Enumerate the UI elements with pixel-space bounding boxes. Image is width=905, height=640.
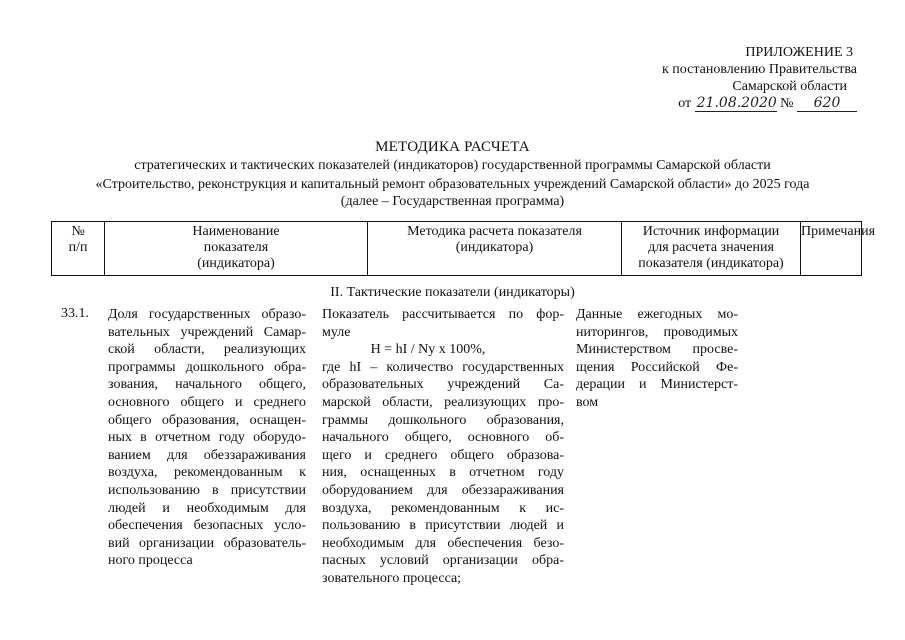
- indicator-name-line: ного процесса: [108, 553, 193, 569]
- appendix-title: ПРИЛОЖЕНИЕ 3: [745, 45, 853, 60]
- header-text: показателя (индикатора): [638, 256, 784, 271]
- appendix-region-line: Самарской области: [732, 79, 847, 94]
- method-text-line: муле: [322, 324, 351, 340]
- source-text-line: щения Российской Фе-: [576, 359, 738, 375]
- section-title: II. Тактические показатели (индикаторы): [330, 285, 575, 300]
- row-number: 33.1.: [61, 306, 89, 321]
- header-text: Источник информации: [642, 224, 780, 239]
- method-text-line: марской области, реализующих про-: [322, 394, 564, 410]
- indicator-name-line: программы дошкольного обра-: [108, 359, 306, 375]
- formula: Н = hI / Ny x 100%,: [370, 342, 486, 358]
- header-col-number: [52, 222, 104, 275]
- header-text: №: [71, 224, 85, 239]
- indicator-name-line: общего образования, оснащен-: [108, 412, 306, 428]
- header-col-notes: [800, 222, 876, 275]
- method-text-line: пасных условий организации обра-: [322, 553, 564, 569]
- method-text-line: где hI – количество государственных: [322, 359, 564, 375]
- source-text-line: дерации и Министерст-: [576, 377, 738, 393]
- method-text-line: граммы дошкольного образования,: [322, 412, 564, 428]
- indicator-name-line: зования, начального общего,: [108, 377, 306, 393]
- document-title: МЕТОДИКА РАСЧЕТА: [375, 139, 530, 155]
- header-text: Методика расчета показателя: [407, 224, 582, 239]
- header-text: (индикатора): [197, 256, 275, 271]
- indicator-name-line: Доля государственных образо-: [108, 307, 306, 322]
- method-text-line: оборудованием для обеззараживания: [322, 482, 564, 498]
- document-subtitle-line1: стратегических и тактических показателей (индикаторов) государственной программы Самарской области: [134, 158, 771, 173]
- method-text-line: начального общего, основного об-: [322, 430, 564, 446]
- handwritten-number: 620: [797, 96, 857, 112]
- from-label: от: [678, 96, 692, 111]
- method-text-line: образовательных учреждений Са-: [322, 377, 564, 393]
- calculation-method: [322, 306, 564, 588]
- header-col-method: [367, 222, 621, 275]
- source-text-line: вом: [576, 394, 599, 410]
- indicator-name-line: ных в отчетном году оборудо-: [108, 430, 306, 446]
- header-text: для расчета значения: [648, 240, 774, 255]
- indicator-name-line: использованию в присутствии: [108, 482, 306, 498]
- header-col-source: [621, 222, 800, 275]
- header-col-name: [104, 222, 367, 275]
- indicator-name-line: обеспечения безопасных усло-: [108, 518, 306, 534]
- source-text-line: Данные ежегодных мо-: [576, 307, 738, 322]
- method-definition: [322, 359, 564, 588]
- method-text-line: ния, оснащенных в отчетном году: [322, 465, 564, 481]
- method-text-line: воздуха, рекомендованным к ис-: [322, 500, 564, 516]
- header-text: показателя: [203, 240, 269, 255]
- appendix-date-number-line: [627, 95, 857, 112]
- appendix-block: [627, 44, 857, 112]
- indicator-name-line: воздуха, рекомендованным к: [108, 465, 306, 481]
- method-text-line: пользованию в присутствии людей и: [322, 518, 564, 534]
- method-text-line: необходимым для обеспечения безо-: [322, 535, 564, 551]
- document-subtitle-line2: «Строительство, реконструкция и капитальный ремонт образовательных учреждений Самарской области» до 2025 года: [95, 177, 810, 192]
- information-source: [576, 306, 738, 412]
- header-text: Примечания: [801, 224, 876, 239]
- indicator-name-line: людей и необходимым для: [108, 500, 306, 516]
- source-text-line: Министерством просве-: [576, 342, 738, 358]
- header-text: Наименование: [192, 224, 280, 239]
- header-text: п/п: [68, 240, 88, 255]
- number-label: №: [780, 96, 794, 111]
- method-text-line: зовательного процесса;: [322, 570, 462, 586]
- document-subtitle-line3: (далее – Государственная программа): [340, 194, 565, 209]
- header-table: [51, 221, 876, 276]
- appendix-decree-line: к постановлению Правительства: [661, 62, 857, 77]
- header-text: (индикатора): [455, 240, 534, 255]
- method-text-line: Показатель рассчитывается по фор-: [322, 307, 564, 322]
- indicator-name-line: вательных учреждений Самар-: [108, 324, 306, 340]
- indicator-name-line: вий организации образователь-: [108, 535, 306, 551]
- source-text-line: ниторингов, проводимых: [576, 324, 738, 340]
- indicator-name-line: ванием для обеззараживания: [108, 447, 306, 463]
- indicator-name-line: основного общего и среднего: [108, 394, 306, 410]
- indicator-name: [108, 306, 306, 570]
- method-text-line: щего и среднего общего образова-: [322, 447, 564, 463]
- handwritten-date: 21.08.2020: [696, 95, 777, 111]
- indicator-name-line: ской области, реализующих: [108, 342, 306, 358]
